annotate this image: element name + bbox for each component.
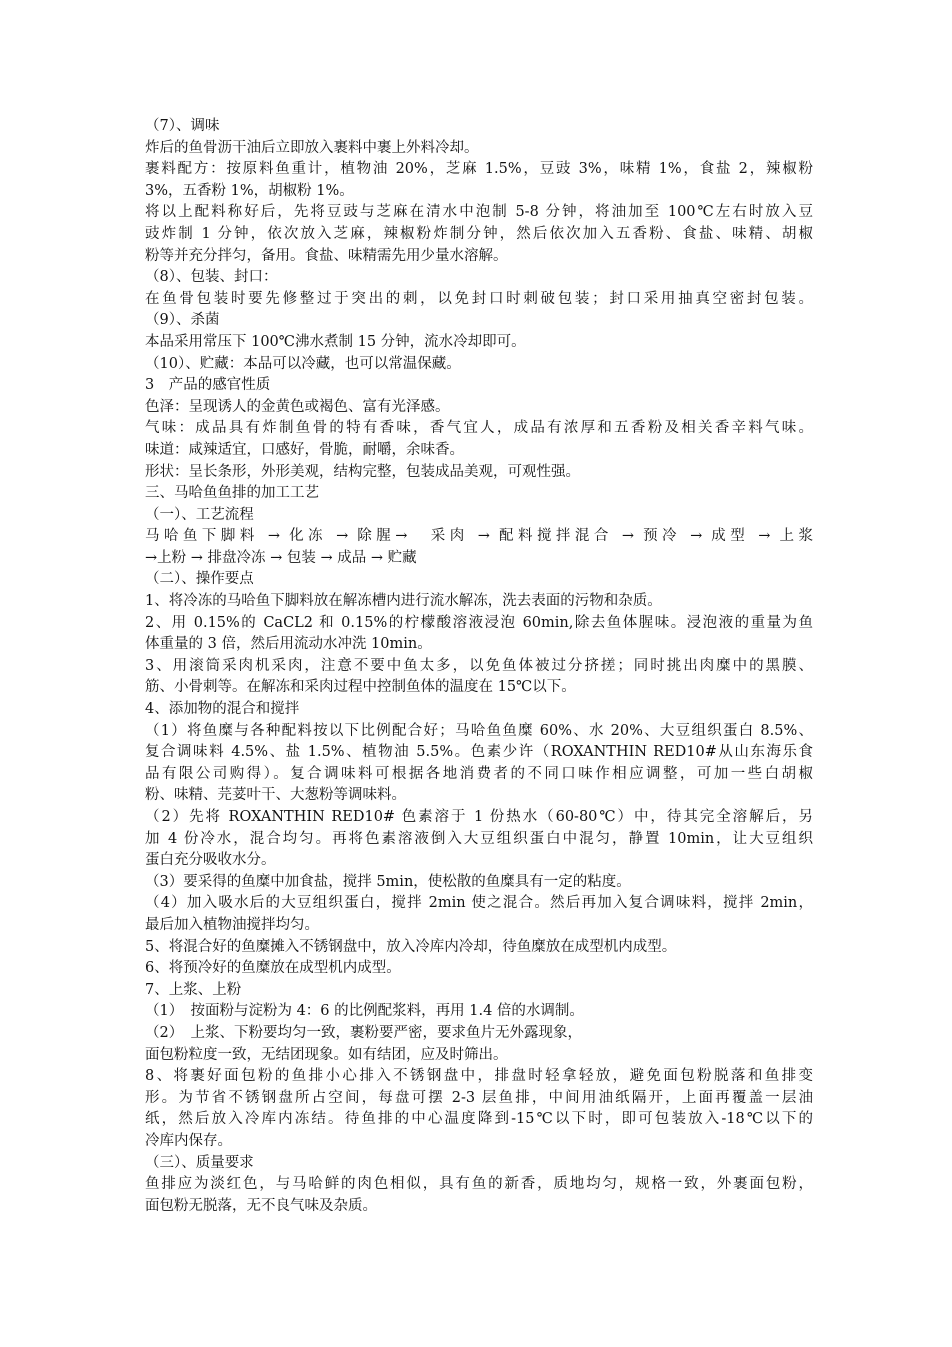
text-line: （4）加入吸水后的大豆组织蛋白，搅拌 2min 使之混合。然后再加入复合调味料，搅拌 2min，	[145, 895, 813, 912]
text-line: 炸后的鱼骨沥干油后立即放入裹料中裹上外料冷却。	[145, 139, 479, 156]
text-line: →上粉 → 排盘冷冻 → 包装 → 成品 → 贮藏	[145, 549, 417, 566]
text-line: 味道：咸辣适宜，口感好，骨脆，耐嚼，余味香。	[145, 441, 464, 458]
text-line: 3、用滚筒采肉机采肉，注意不要中鱼太多，以免鱼体被过分挤搓；同时挑出肉糜中的黑膜、	[145, 657, 813, 674]
text-line: 复合调味料 4.5%、盐 1.5%、植物油 5.5%。色素少许（ROXANTHIN RED10#从山东海乐食	[145, 744, 813, 761]
text-line: 粉、味精、芫荽叶干、大葱粉等调味料。	[145, 787, 406, 804]
text-line: 色泽：呈现诱人的金黄色或褐色、富有光泽感。	[145, 398, 450, 415]
text-line: 形。为节省不锈钢盘所占空间，每盘可摆 2-3 层鱼排，中间用油纸隔开，上面再覆盖一层油	[145, 1089, 813, 1106]
text-line: （1）将鱼糜与各种配料按以下比例配合好；马哈鱼鱼糜 60%、水 20%、大豆组织蛋白 8.5%、	[145, 722, 813, 739]
text-line: （10）、贮藏：本品可以冷藏，也可以常温保藏。	[145, 355, 461, 372]
text-line: 鱼排应为淡红色，与马哈鲜的肉色相似，具有鱼的新香，质地均匀，规格一致，外裹面包粉，	[145, 1176, 813, 1193]
text-line: 1、将冷冻的马哈鱼下脚料放在解冻槽内进行流水解冻，洗去表面的污物和杂质。	[145, 593, 662, 610]
text-line: （7）、调味	[145, 118, 220, 134]
text-line: 4、添加物的混合和搅拌	[145, 701, 300, 718]
text-line: 蛋白充分吸收水分。	[145, 852, 276, 869]
text-line: 5、将混合好的鱼糜摊入不锈钢盘中，放入冷库内冷却，待鱼糜放在成型机内成型。	[145, 938, 677, 955]
text-line: 冷库内保存。	[145, 1132, 232, 1149]
text-line: （8）、包装、封口：	[145, 269, 278, 286]
text-line: 品有限公司购得）。复合调味料可根据各地消费者的不同口味作相应调整，可加一些白胡椒	[145, 765, 813, 782]
text-line: 2、用 0.15%的 CaCL2 和 0.15%的柠檬酸溶液浸泡 60min,除去鱼体腥味。浸泡液的重量为鱼	[145, 614, 813, 631]
text-line: （三）、质量要求	[145, 1154, 254, 1171]
text-line: 气味：成品具有炸制鱼骨的特有香味，香气宜人，成品有浓厚和五香粉及相关香辛料气味。	[145, 420, 813, 437]
text-line: 筋、小骨刺等。在解冻和采肉过程中控制鱼体的温度在 15℃以下。	[145, 679, 576, 696]
text-line: 体重量的 3 倍，然后用流动水冲洗 10min。	[145, 636, 432, 653]
text-line: 裹料配方：按原料鱼重计，植物油 20%，芝麻 1.5%，豆豉 3%，味精 1%，食盐 2，辣椒粉	[145, 161, 813, 178]
text-line: 粉等并充分拌匀，备用。食盐、味精需先用少量水溶解。	[145, 247, 508, 264]
text-line: （2） 上浆、下粉要均匀一致，裹粉要严密，要求鱼片无外露现象，	[145, 1024, 582, 1041]
text-line: 马哈鱼下脚料 → 化冻 → 除腥→ 采肉 → 配料搅拌混合 → 预冷 → 成型 → 上浆	[145, 528, 813, 545]
text-line: （2）先将 ROXANTHIN RED10# 色素溶于 1 份热水（60-80℃）中，待其完全溶解后，另	[145, 809, 813, 825]
text-line: 面包粉无脱落，无不良气味及杂质。	[145, 1197, 377, 1214]
text-line: （一）、工艺流程	[145, 506, 254, 523]
text-line: 豉炸制 1 分钟，依次放入芝麻，辣椒粉炸制分钟，然后依次加入五香粉、食盐、味精、胡椒	[145, 225, 813, 242]
text-line: 三、马哈鱼鱼排的加工工艺	[145, 485, 319, 502]
text-line: 3 产品的感官性质	[145, 377, 271, 394]
text-line: （3）要采得的鱼糜中加食盐，搅拌 5min，使松散的鱼糜具有一定的粘度。	[145, 873, 631, 890]
text-line: 6、将预冷好的鱼糜放在成型机内成型。	[145, 960, 401, 977]
text-line: 面包粉粒度一致，无结团现象。如有结团，应及时筛出。	[145, 1046, 508, 1063]
text-line: 最后加入植物油搅拌均匀。	[145, 916, 319, 933]
document-page	[145, 116, 813, 1217]
text-line: 纸，然后放入冷库内冻结。待鱼排的中心温度降到-15℃以下时，即可包装放入-18℃以下的	[145, 1111, 813, 1128]
text-line: 3%，五香粉 1%，胡椒粉 1%。	[145, 182, 354, 199]
text-line: 加 4 份冷水，混合均匀。再将色素溶液倒入大豆组织蛋白中混匀，静置 10min，让大豆组织	[145, 830, 813, 847]
text-line: （二）、操作要点	[145, 571, 254, 588]
text-line: 8、将裹好面包粉的鱼排小心排入不锈钢盘中，排盘时轻拿轻放，避免面包粉脱落和鱼排变	[145, 1068, 813, 1085]
text-line: 将以上配料称好后，先将豆豉与芝麻在清水中泡制 5-8 分钟，将油加至 100℃左右时放入豆	[145, 204, 813, 221]
text-line: （9）、杀菌	[145, 312, 220, 329]
text-line: （1） 按面粉与淀粉为 4：6 的比例配浆料，再用 1.4 倍的水调制。	[145, 1003, 584, 1020]
text-line: 形状：呈长条形，外形美观，结构完整，包装成品美观，可观性强。	[145, 463, 580, 480]
text-line: 7、上浆、上粉	[145, 981, 242, 998]
text-line: 本品采用常压下 100℃沸水煮制 15 分钟，流水冷却即可。	[145, 333, 526, 350]
text-line: 在鱼骨包装时要先修整过于突出的刺，以免封口时刺破包装；封口采用抽真空密封包装。	[145, 290, 813, 307]
